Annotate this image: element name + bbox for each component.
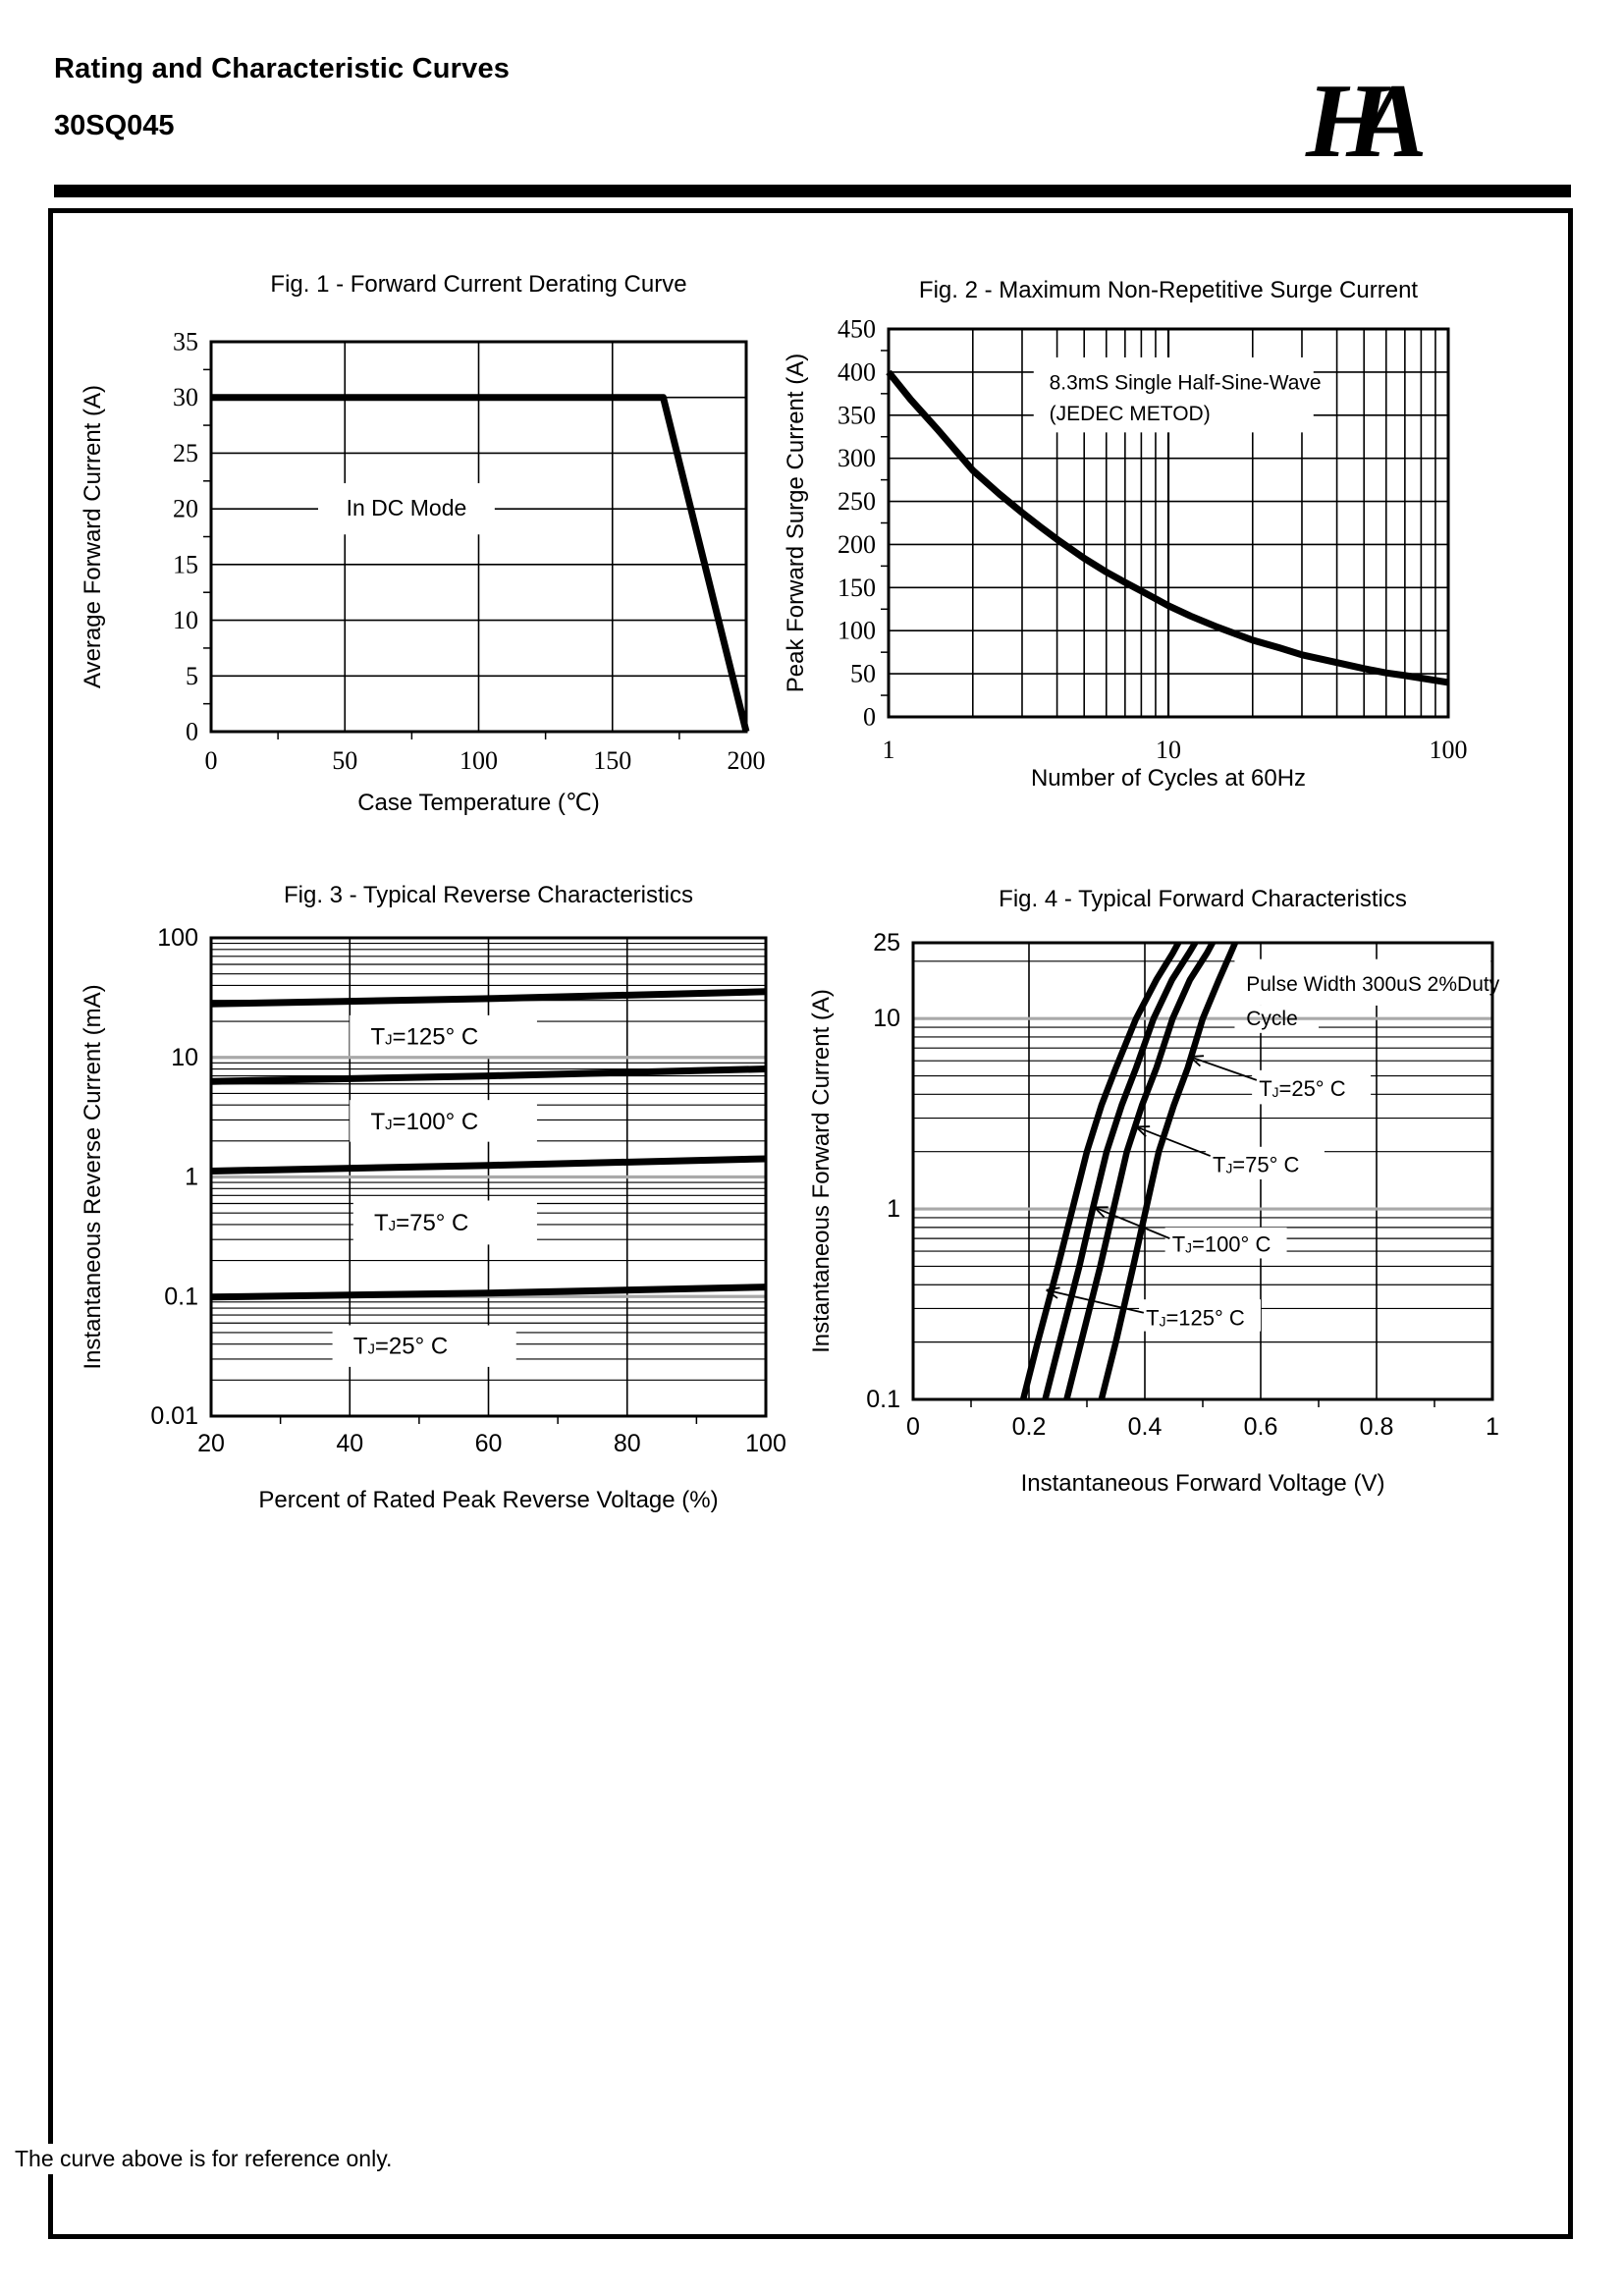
svg-text:Instantaneous Reverse Current: Instantaneous Reverse Current (mA) [80, 984, 106, 1370]
fig1-forward-current-derating-chart [54, 231, 800, 849]
fig2-max-non-repetitive-surge-current-chart [776, 231, 1561, 849]
svg-text:80: 80 [613, 1430, 641, 1457]
svg-text:0.8: 0.8 [1359, 1413, 1394, 1441]
svg-text:In DC Mode: In DC Mode [346, 495, 467, 521]
svg-text:Instantaneous Forward Voltage: Instantaneous Forward Voltage (V) [1020, 1470, 1385, 1497]
svg-text:Instantaneous Forward Current: Instantaneous Forward Current (A) [808, 989, 835, 1353]
svg-text:Fig. 2 - Maximum Non-Repetitiv: Fig. 2 - Maximum Non-Repetitive Surge Current [918, 277, 1419, 303]
svg-text:400: 400 [838, 357, 876, 387]
svg-text:TJ=25° C: TJ=25° C [1259, 1075, 1346, 1101]
svg-text:TJ=75° C: TJ=75° C [373, 1209, 469, 1236]
svg-text:25: 25 [173, 438, 198, 467]
svg-text:0.1: 0.1 [866, 1386, 900, 1413]
svg-text:1: 1 [185, 1163, 198, 1191]
svg-text:Cycle: Cycle [1246, 1007, 1298, 1030]
svg-text:100: 100 [157, 924, 198, 952]
brand-logo: HA [1306, 63, 1396, 180]
svg-text:TJ=125° C: TJ=125° C [1146, 1304, 1245, 1330]
svg-text:10: 10 [173, 606, 198, 635]
fig4-typical-forward-characteristics-chart [776, 869, 1571, 1557]
svg-text:200: 200 [727, 746, 766, 775]
svg-text:30: 30 [173, 383, 198, 412]
svg-text:0.6: 0.6 [1243, 1413, 1278, 1441]
svg-text:Case Temperature (℃): Case Temperature (℃) [357, 790, 600, 816]
svg-text:TJ=75° C: TJ=75° C [1213, 1151, 1300, 1176]
svg-text:60: 60 [474, 1430, 503, 1457]
svg-text:250: 250 [838, 487, 876, 517]
svg-text:TJ=25° C: TJ=25° C [352, 1333, 449, 1360]
svg-text:200: 200 [838, 529, 876, 559]
svg-text:150: 150 [838, 573, 876, 602]
svg-text:Number of Cycles at 60Hz: Number of Cycles at 60Hz [1030, 765, 1307, 792]
svg-text:1: 1 [882, 736, 895, 764]
svg-text:(JEDEC METOD): (JEDEC METOD) [1049, 402, 1211, 425]
svg-text:5: 5 [186, 661, 198, 690]
svg-text:TJ=125° C: TJ=125° C [370, 1022, 479, 1050]
svg-text:0: 0 [186, 717, 198, 746]
svg-text:Fig. 4 - Typical Forward Chara: Fig. 4 - Typical Forward Characteristics [999, 886, 1407, 912]
svg-text:Fig. 1 - Forward Current Derat: Fig. 1 - Forward Current Derating Curve [270, 271, 687, 298]
svg-text:TJ=100° C: TJ=100° C [370, 1108, 479, 1135]
svg-text:100: 100 [745, 1430, 786, 1457]
svg-text:40: 40 [336, 1430, 364, 1457]
svg-text:20: 20 [197, 1430, 225, 1457]
svg-text:50: 50 [850, 659, 876, 688]
svg-text:10: 10 [1156, 736, 1181, 764]
svg-text:35: 35 [173, 327, 198, 356]
svg-text:0.01: 0.01 [150, 1402, 198, 1430]
svg-text:100: 100 [1429, 736, 1468, 764]
svg-text:10: 10 [171, 1043, 198, 1071]
svg-text:150: 150 [593, 746, 632, 775]
svg-text:0: 0 [906, 1413, 920, 1441]
header-rule [54, 185, 1571, 197]
svg-text:25: 25 [873, 929, 900, 957]
svg-text:TJ=100° C: TJ=100° C [1171, 1231, 1271, 1257]
svg-text:1: 1 [887, 1195, 900, 1224]
svg-text:15: 15 [173, 550, 198, 579]
page-title: Rating and Characteristic Curves [54, 53, 511, 84]
svg-text:Average Forward Current (A): Average Forward Current (A) [80, 385, 106, 688]
fig3-typical-reverse-characteristics-chart [54, 869, 820, 1557]
svg-text:100: 100 [838, 616, 876, 645]
svg-text:0.4: 0.4 [1127, 1413, 1163, 1441]
svg-text:0: 0 [863, 702, 876, 732]
svg-text:0.1: 0.1 [164, 1283, 198, 1311]
part-number: 30SQ045 [54, 110, 175, 141]
svg-text:1: 1 [1486, 1413, 1499, 1441]
svg-text:350: 350 [838, 401, 876, 430]
svg-text:8.3mS Single Half-Sine-Wave: 8.3mS Single Half-Sine-Wave [1049, 370, 1322, 394]
reference-note: The curve above is for reference only. [15, 2144, 400, 2174]
svg-text:Pulse Width 300uS 2%Duty: Pulse Width 300uS 2%Duty [1246, 972, 1500, 996]
svg-text:300: 300 [838, 444, 876, 473]
svg-text:10: 10 [873, 1005, 900, 1033]
svg-text:Percent of Rated Peak Reverse: Percent of Rated Peak Reverse Voltage (%) [258, 1487, 719, 1513]
svg-text:0.2: 0.2 [1011, 1413, 1047, 1441]
svg-text:Fig. 3 - Typical Reverse Chara: Fig. 3 - Typical Reverse Characteristics [283, 882, 694, 908]
svg-text:Peak Forward Surge Current (A): Peak Forward Surge Current (A) [783, 353, 809, 693]
svg-text:0: 0 [204, 746, 218, 775]
svg-text:50: 50 [332, 746, 358, 775]
svg-text:100: 100 [460, 746, 498, 775]
svg-text:450: 450 [838, 314, 876, 344]
svg-text:20: 20 [173, 494, 198, 523]
